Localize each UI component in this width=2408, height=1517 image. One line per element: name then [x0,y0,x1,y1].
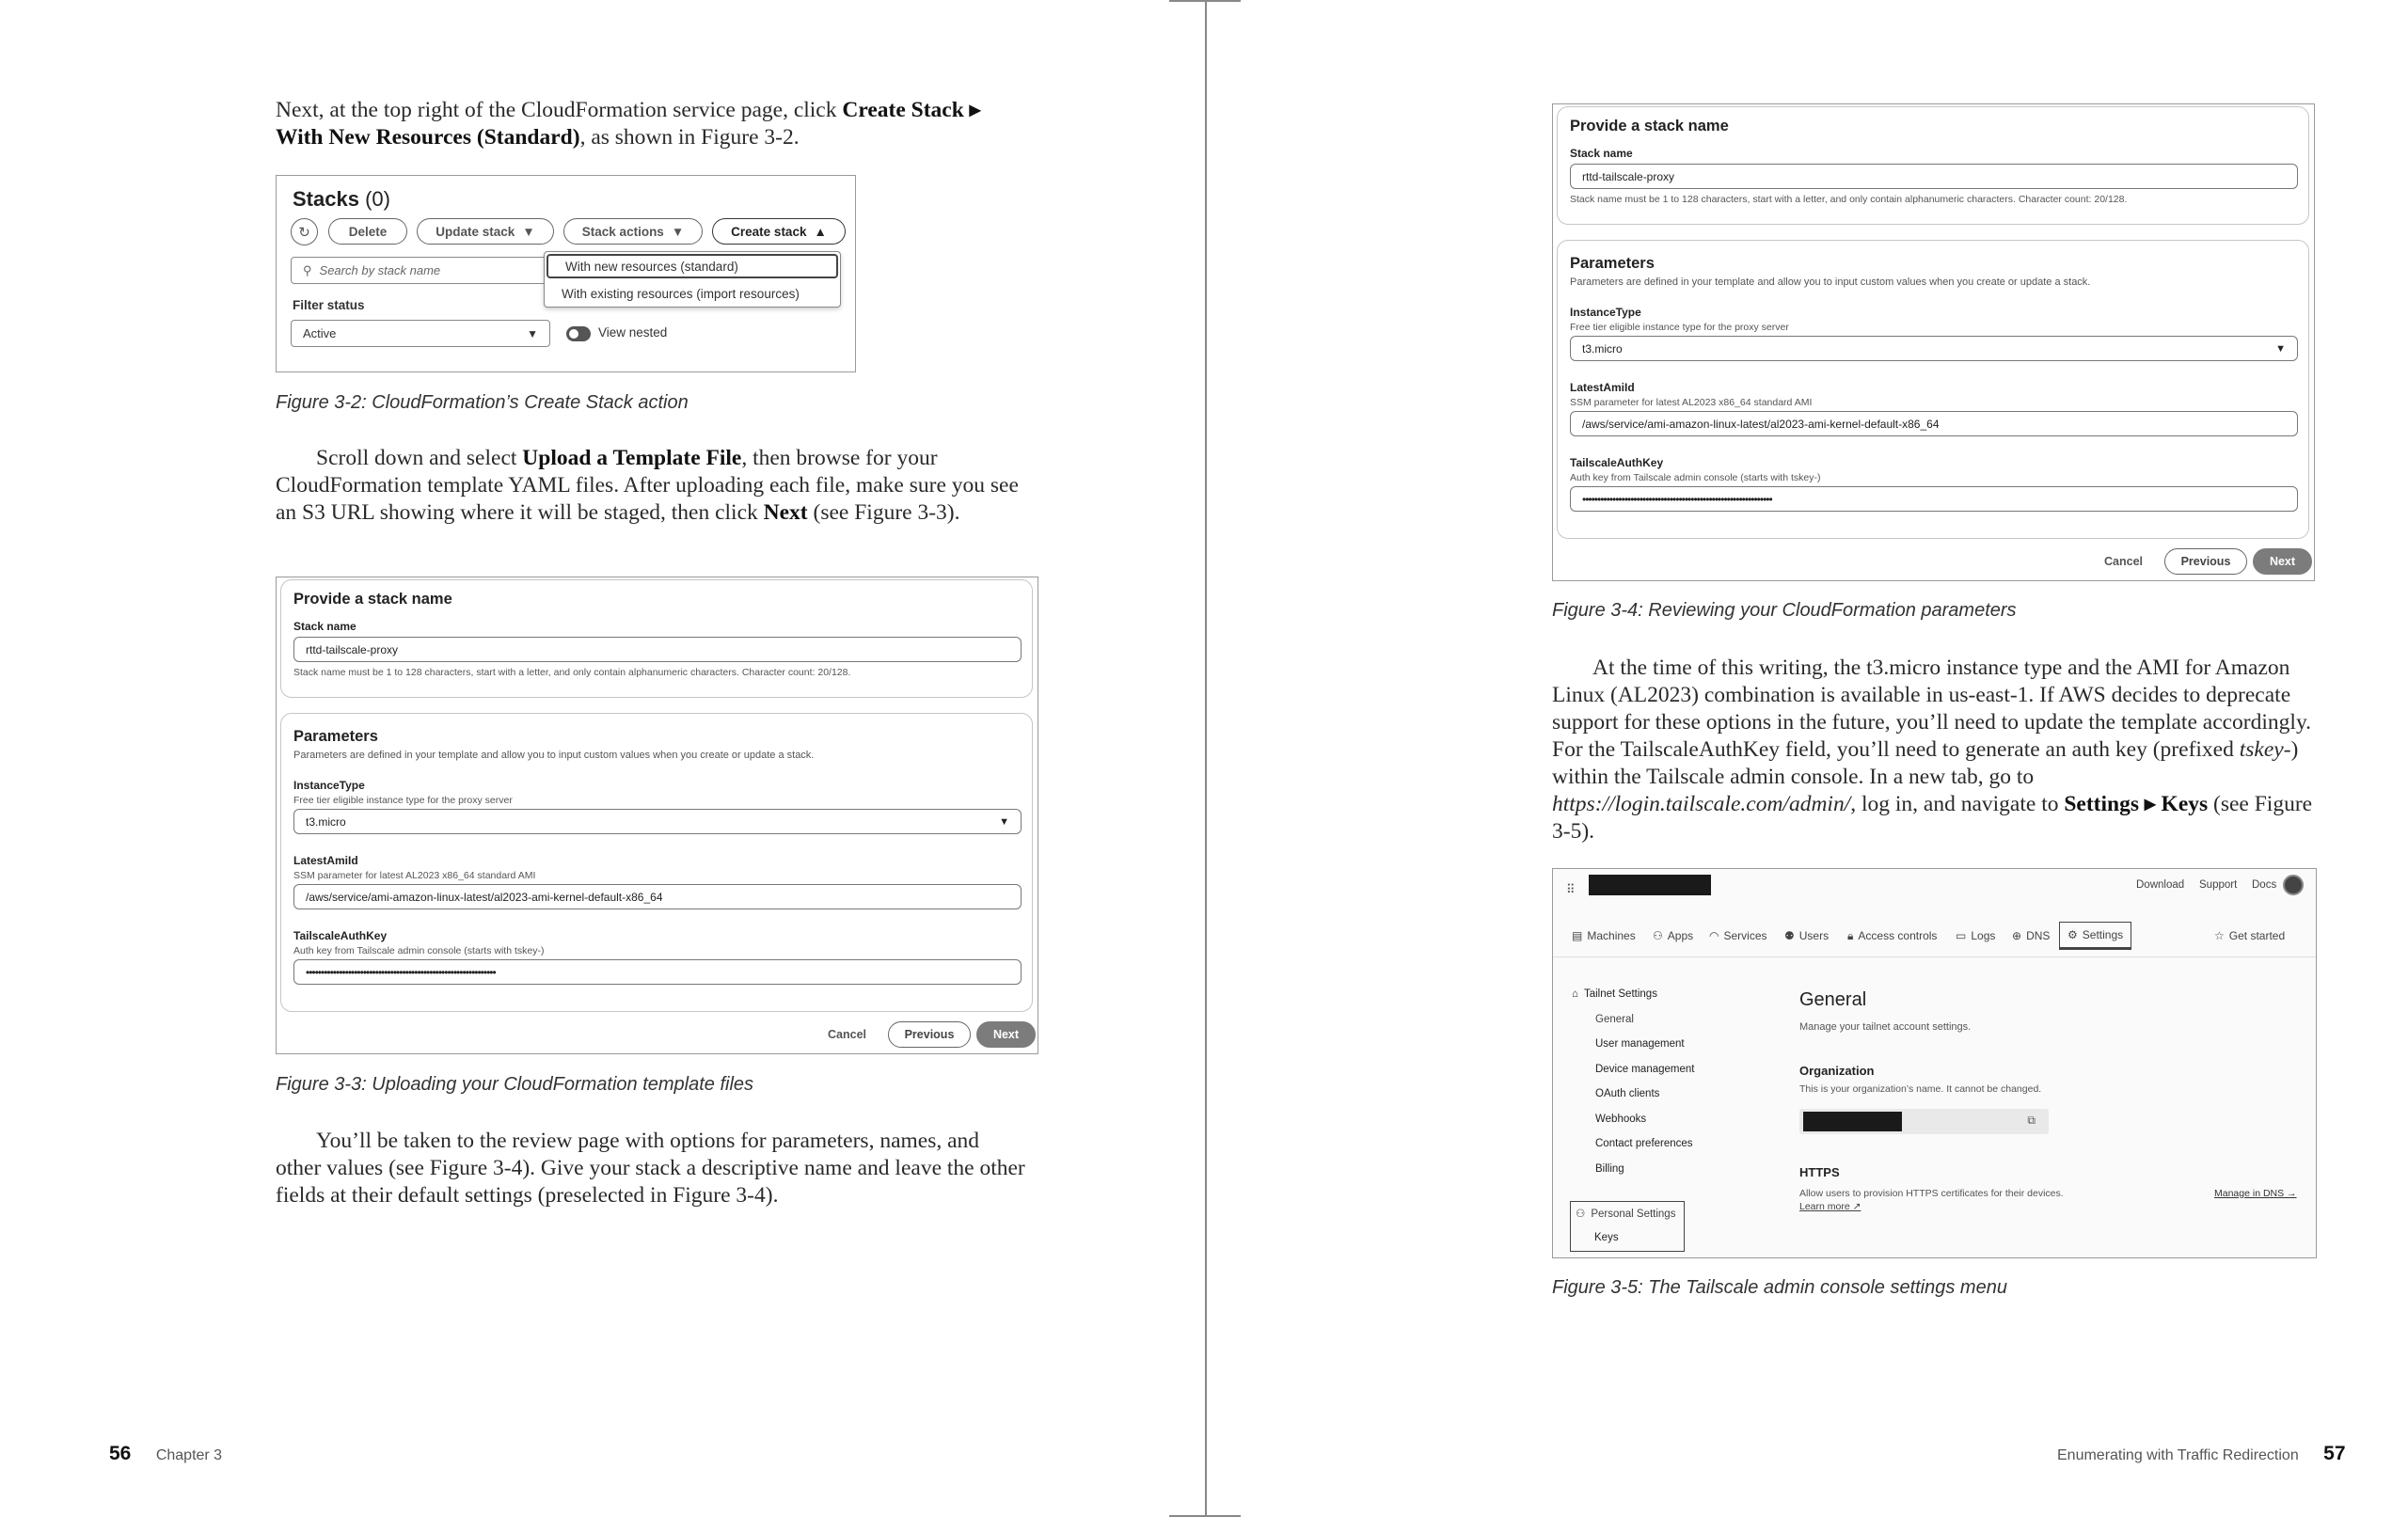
latest-ami-input[interactable]: /aws/service/ami-amazon-linux-latest/al2023-ami-kernel-default-x86_64 [293,884,1022,909]
nav-machines[interactable] [1572,924,1636,947]
general-title: General [1799,989,1867,1010]
general-description: Manage your tailnet account settings. [1799,1021,1972,1033]
figure-3-4-caption: Figure 3-4: Reviewing your CloudFormation parameters [1552,600,2017,621]
figure-3-2-stacks [276,175,856,372]
paragraph-bold: Create Stack ▸ With New Resources (Standard) [276,98,981,150]
personal-settings-header [1576,1207,1675,1220]
paragraph-text: (see Figure 3-5). [1552,792,2313,844]
parameters-heading: Parameters [293,728,378,745]
filter-status-value: Active [303,326,337,340]
previous-button[interactable]: Previous [2164,548,2247,575]
sidebar-item-billing[interactable]: Billing [1595,1163,1624,1175]
stack-name-label: Stack name [293,620,356,633]
stack-name-hint: Stack name must be 1 to 128 characters, start with a letter, and only contain alphanumeric characters. Character count: 20/128. [1570,194,2128,205]
left-folio [109,1443,222,1465]
paragraph-review-page: You’ll be taken to the review page with options for parameters, names, and other values (see Figure 3-4). Give your stack a descriptive name and leave the other fields at their default settings (preselected in Figure 3-4). [276,1129,1025,1208]
auth-key-label: TailscaleAuthKey [293,929,388,942]
nav-access-controls[interactable] [1847,924,1937,947]
view-nested-label: View nested [598,325,668,340]
update-stack-button[interactable] [417,218,554,245]
stack-name-heading: Provide a stack name [1570,118,1729,134]
paragraph-text: , as shown in Figure 3-2. [579,125,800,150]
stack-name-input[interactable]: rttd-tailscale-proxy [1570,164,2298,189]
nav-label: Access controls [1858,929,1938,942]
figure-3-5-tailscale-console [1552,868,2317,1258]
figure-3-2-caption: Figure 3-2: CloudFormation’s Create Stack action [276,392,689,413]
stack-name-heading: Provide a stack name [293,591,452,608]
services-icon: ◠ [1709,929,1719,942]
tailscale-url: https://login.tailscale.com/admin/ [1552,792,1851,816]
paragraph-create-stack [276,97,1019,151]
tailnet-settings-header [1572,988,1657,1000]
auth-key-label: TailscaleAuthKey [1570,456,1664,469]
grid-menu-icon[interactable]: ⠿ [1566,882,1576,896]
stacks-count: (0) [365,187,390,211]
sidebar-item-user-management[interactable]: User management [1595,1038,1685,1050]
nav-services[interactable] [1709,924,1767,947]
parameters-heading: Parameters [1570,255,1655,272]
figure-3-5-caption: Figure 3-5: The Tailscale admin console settings menu [1552,1277,2007,1298]
paragraph-italic: tskey- [2239,737,2291,762]
paragraph-text: Scroll down and select [316,446,523,470]
personal-settings-label: Personal Settings [1591,1209,1676,1220]
get-started-link[interactable] [2214,924,2285,947]
search-placeholder: Search by stack name [319,263,441,277]
nav-label: Services [1723,929,1767,942]
home-icon: ⌂ [1572,988,1578,1000]
nav-logs[interactable] [1956,924,1995,947]
right-folio [2057,1443,2346,1465]
instance-type-select[interactable] [293,809,1022,834]
nav-apps[interactable] [1653,924,1693,947]
learn-more-link[interactable]: Learn more ↗ [1799,1201,1861,1212]
caret-down-icon: ▼ [671,224,685,239]
instance-type-value: t3.micro [306,814,346,829]
stack-name-hint: Stack name must be 1 to 128 characters, start with a letter, and only contain alphanumeric characters. Character count: 20/128. [293,667,851,678]
auth-key-input[interactable]: ••••••••••••••••••••••••••••••••••••••••••••••••••••••••••••••• [293,959,1022,985]
instance-type-label: InstanceType [293,779,365,792]
machines-icon: ▤ [1572,929,1583,942]
apps-icon: ⚇ [1653,929,1663,942]
figure-3-4-stack-form [1552,103,2315,581]
paragraph-text: At the time of this writing, the t3.micro instance type and the AMI for Amazon Linux (AL2023) combination is available in us-east-1. If AWS decides to deprecate support for these options in the future, you’ll need to update the template accordingly. For the TailscaleAuthKey field, you’ll need to generate an auth key (prefixed [1552,656,2312,762]
redacted-account-name [1589,875,1711,895]
instance-type-select[interactable] [1570,336,2298,361]
figure-3-3-caption: Figure 3-3: Uploading your CloudFormation template files [276,1074,754,1095]
filter-status-label: Filter status [293,298,365,312]
organization-heading: Organization [1799,1064,1875,1078]
caret-down-icon: ▼ [999,815,1009,828]
view-nested-toggle[interactable] [566,326,591,341]
auth-key-description: Auth key from Tailscale admin console (starts with tskey-) [1570,472,1821,483]
copy-icon[interactable]: ⧉ [2027,1114,2036,1127]
paragraph-text: , log in, and navigate to [1850,792,2065,816]
menu-item-new-resources[interactable]: With new resources (standard) [547,254,838,278]
update-stack-label: Update stack [436,224,515,239]
paragraph-bold: Settings ▸ Keys [2064,792,2209,816]
paragraph-bold: Upload a Template File [522,446,742,470]
filter-status-select[interactable] [291,320,550,347]
caret-down-icon: ▼ [527,326,538,340]
next-button[interactable]: Next [2253,548,2312,575]
nav-dns[interactable] [2012,924,2050,947]
stack-search-input[interactable] [291,257,554,284]
nav-divider [1553,956,2316,957]
paragraph-text: ) within the Tailscale admin console. In a new tab, go to [1552,737,2299,789]
stack-name-label: Stack name [1570,147,1633,160]
nav-label: Apps [1667,929,1694,942]
previous-button[interactable]: Previous [888,1021,971,1048]
sidebar-item-webhooks[interactable]: Webhooks [1595,1114,1647,1125]
stacks-title-text: Stacks [293,187,359,211]
tailnet-settings-label: Tailnet Settings [1583,988,1657,1000]
sidebar-item-keys[interactable]: Keys [1594,1232,1619,1243]
nav-label: Settings [2082,928,2124,941]
nav-settings[interactable] [2059,922,2131,950]
paragraph-tailscale-auth [1552,655,2319,845]
right-page [1206,0,2408,1517]
organization-name-field[interactable] [1799,1109,2049,1134]
paragraph-text: (see Figure 3-3). [807,500,960,525]
avatar[interactable] [2283,875,2304,895]
download-link[interactable]: Download [2136,879,2185,891]
cancel-button[interactable]: Cancel [828,1028,866,1041]
create-stack-button[interactable] [712,218,846,245]
next-button[interactable]: Next [976,1021,1036,1048]
globe-icon: ⊕ [2012,929,2022,942]
latest-ami-description: SSM parameter for latest AL2023 x86_64 standard AMI [293,870,536,881]
user-icon: ⚇ [1576,1209,1586,1220]
users-icon: ⚉ [1784,929,1795,942]
sidebar-item-general[interactable]: General [1595,1014,1634,1025]
caret-up-icon: ▲ [814,224,827,239]
stacks-title [293,187,390,212]
nav-label: Machines [1587,929,1636,942]
paragraph-upload-template [276,445,1038,527]
instance-type-label: InstanceType [1570,306,1641,319]
page-number: 57 [2323,1443,2346,1464]
manage-in-dns-link[interactable]: Manage in DNS → [2214,1188,2297,1199]
sidebar-item-oauth-clients[interactable]: OAuth clients [1595,1088,1660,1099]
star-icon: ☆ [2214,929,2225,942]
gear-icon: ⚙ [2067,928,2078,941]
sidebar-item-device-management[interactable]: Device management [1595,1064,1695,1075]
paragraph-text: , then browse for your CloudFormation template YAML files. After uploading each file, make sure you see an S3 URL showing where it will be staged, then click [276,446,1019,525]
support-link[interactable]: Support [2199,879,2238,891]
menu-item-existing-resources[interactable]: With existing resources (import resources) [562,286,800,301]
paragraph-text: Next, at the top right of the CloudFormation service page, click [276,98,843,122]
create-stack-menu [544,251,841,308]
stack-actions-label: Stack actions [581,224,664,239]
latest-ami-description: SSM parameter for latest AL2023 x86_64 standard AMI [1570,397,1813,408]
tailscale-top-bar [1553,869,2316,914]
instance-type-value: t3.micro [1582,341,1623,356]
cancel-button[interactable]: Cancel [2104,555,2143,568]
stack-actions-button[interactable] [563,218,703,245]
create-stack-label: Create stack [731,224,807,239]
personal-settings-box [1570,1201,1685,1252]
caret-down-icon: ▼ [2275,342,2286,355]
parameters-description: Parameters are defined in your template and allow you to input custom values when you create or update a stack. [293,750,815,761]
docs-link[interactable]: Docs [2252,879,2277,891]
paragraph-bold: Next [763,500,808,525]
latest-ami-input[interactable]: /aws/service/ami-amazon-linux-latest/al2023-ami-kernel-default-x86_64 [1570,411,2298,436]
redacted-organization-name [1803,1112,1902,1131]
instance-type-description: Free tier eligible instance type for the proxy server [293,795,513,806]
running-head: Enumerating with Traffic Redirection [2057,1447,2299,1463]
running-head: Chapter 3 [155,1447,223,1463]
parameters-description: Parameters are defined in your template and allow you to input custom values when you create or update a stack. [1570,277,2091,288]
page-number: 56 [109,1443,132,1464]
lock-icon: 🔒︎ [1847,928,1854,942]
https-heading: HTTPS [1799,1165,1840,1179]
stack-name-input[interactable]: rttd-tailscale-proxy [293,637,1022,662]
organization-description: This is your organization’s name. It cannot be changed. [1799,1083,2042,1095]
auth-key-description: Auth key from Tailscale admin console (starts with tskey-) [293,945,545,956]
latest-ami-label: LatestAmiId [293,854,358,867]
instance-type-description: Free tier eligible instance type for the proxy server [1570,322,1789,333]
delete-button[interactable] [328,218,407,245]
refresh-icon[interactable]: ↻ [291,218,318,245]
https-description: Allow users to provision HTTPS certificates for their devices. [1799,1188,2064,1199]
nav-label: DNS [2026,929,2051,942]
get-started-label: Get started [2228,929,2286,942]
sidebar-item-contact-preferences[interactable]: Contact preferences [1595,1138,1693,1149]
auth-key-input[interactable]: ••••••••••••••••••••••••••••••••••••••••••••••••••••••••••••••• [1570,486,2298,512]
latest-ami-label: LatestAmiId [1570,381,1635,394]
nav-label: Users [1798,929,1830,942]
nav-users[interactable] [1784,924,1829,947]
logs-icon: ▭ [1956,929,1967,942]
delete-button-label: Delete [348,224,388,239]
caret-down-icon: ▼ [522,224,535,239]
nav-label: Logs [1971,929,1996,942]
figure-3-3-stack-form [276,577,1038,1054]
search-icon: ⚲ [303,262,312,277]
